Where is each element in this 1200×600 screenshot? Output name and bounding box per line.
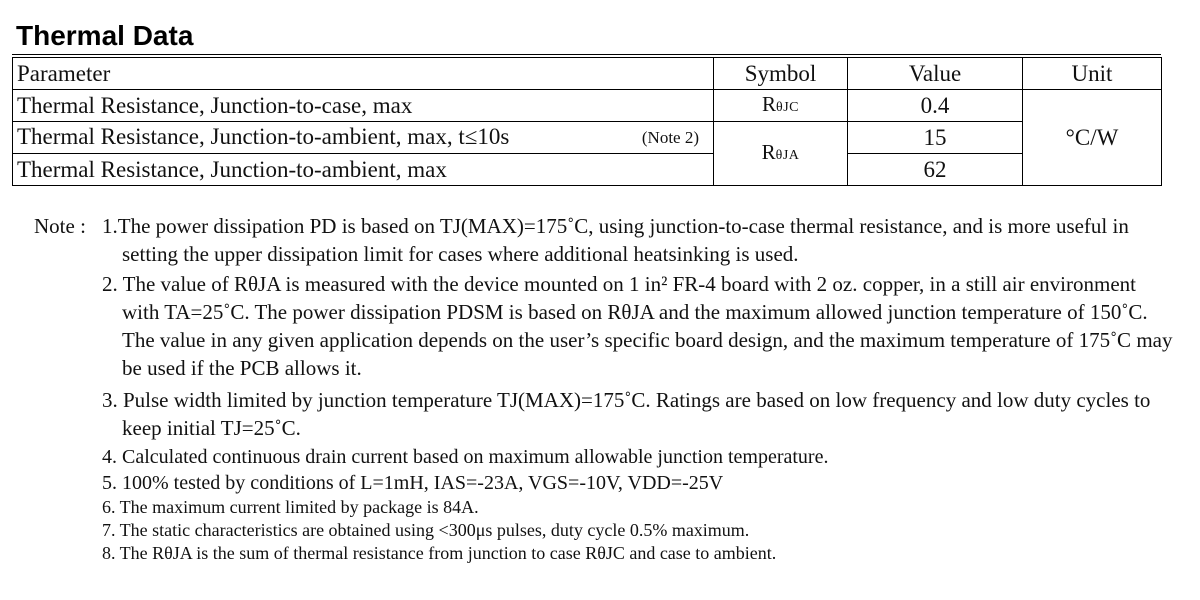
table-row	[13, 90, 1162, 122]
table-header-row	[13, 58, 1162, 90]
note-item-4: 4. Calculated continuous drain current based on maximum allowable junction temperature.	[102, 446, 829, 468]
note-item-1: 1.The power dissipation PD is based on TJ(MAX)=175˚C, using junction-to-case thermal resistance, and is more useful in setting the upper dissipation limit for cases where additional heatsinking is used.	[102, 214, 1129, 266]
header-symbol: Symbol	[714, 58, 848, 90]
param-cell	[13, 90, 714, 122]
note-item-3: 3. Pulse width limited by junction temperature TJ(MAX)=175˚C. Ratings are based on low frequency and low duty cycles to keep initial TJ=25˚C.	[102, 388, 1151, 440]
symbol-cell	[714, 122, 848, 186]
param-cell	[13, 154, 714, 186]
param-text: Thermal Resistance, Junction-to-ambient, max	[17, 156, 447, 182]
symbol-cell	[714, 90, 848, 122]
symbol-subscript: θJA	[775, 147, 800, 163]
note-item-2: 2. The value of RθJA is measured with the device mounted on 1 in² FR-4 board with 2 oz. copper, in a still air environment with TA=25˚C. The power dissipation PDSM is based on RθJA and the maximum allowed junction temperature of 150˚C. The value in any given application depends on the user’s specific board design, and the maximum temperature of 175˚C may be used if the PCB allows it.	[102, 272, 1173, 380]
thermal-data-table	[12, 57, 1162, 186]
notes-section	[34, 212, 1174, 565]
title-rule	[12, 54, 1161, 55]
param-text: Thermal Resistance, Junction-to-ambient, max, t≤10s	[17, 123, 510, 149]
note-item-7: 7. The static characteristics are obtained using <300μs pulses, duty cycle 0.5% maximum.	[102, 520, 750, 540]
section-title: Thermal Data	[16, 20, 194, 51]
note-reference: (Note 2)	[641, 127, 699, 147]
notes-label: Note :	[34, 214, 86, 238]
header-value: Value	[848, 58, 1023, 90]
param-cell	[13, 122, 714, 154]
value-cell: 0.4	[848, 90, 1023, 122]
note-item-6: 6. The maximum current limited by package is 84A.	[102, 497, 479, 517]
symbol-subscript: θJC	[776, 99, 799, 115]
note-item-8: 8. The RθJA is the sum of thermal resistance from junction to case RθJC and case to ambient.	[102, 543, 777, 563]
symbol-main: R	[761, 91, 776, 116]
header-parameter: Parameter	[13, 58, 714, 90]
unit-cell: °C/W	[1023, 90, 1162, 186]
table-row	[13, 154, 1162, 186]
value-cell: 15	[848, 122, 1023, 154]
note-item-5: 5. 100% tested by conditions of L=1mH, IAS=-23A, VGS=-10V, VDD=-25V	[102, 472, 724, 494]
param-text: Thermal Resistance, Junction-to-case, max	[17, 92, 413, 118]
header-unit: Unit	[1023, 58, 1162, 90]
table-row	[13, 122, 1162, 154]
value-cell: 62	[848, 154, 1023, 186]
symbol-main: R	[761, 139, 776, 164]
